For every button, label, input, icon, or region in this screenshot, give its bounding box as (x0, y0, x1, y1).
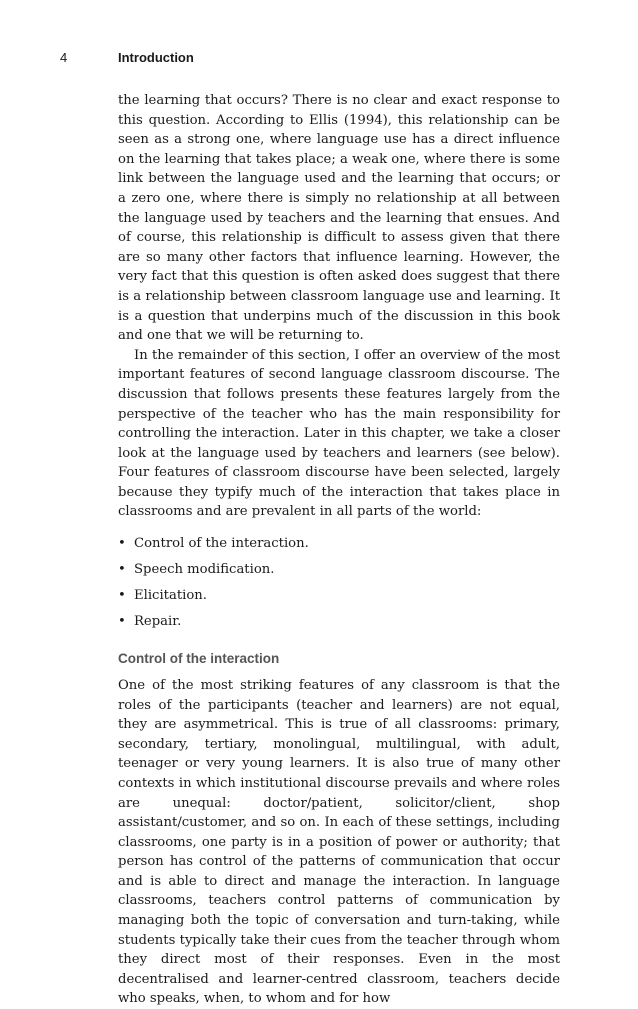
list-item-text: Elicitation. (134, 588, 207, 604)
section-heading: Control of the interaction (118, 650, 280, 666)
bullet-icon: • (118, 614, 126, 630)
page-body (118, 91, 560, 1009)
list-item (118, 534, 560, 554)
list-item (118, 560, 560, 580)
list-item-text: Control of the interaction. (134, 536, 309, 552)
page-header (0, 50, 638, 66)
paragraph-overview: In the remainder of this section, I offer an overview of the most important features of second language classroom discourse. The discussion that follows presents these features largely from the perspective of the teacher who has the main responsibility for controlling the interaction. Later in this chapter, we take a closer look at the language used by teachers and learners (see below). Four features of classroom discourse have been selected, largely because they typify much of the interaction that takes place in classrooms and are prevalent in all parts of the world: (118, 347, 560, 520)
bullet-icon: • (118, 588, 126, 604)
list-item (118, 586, 560, 606)
paragraph-control: One of the most striking features of any classroom is that the roles of the participants (teacher and learners) are not equal, they are asymmetrical. This is true of all classrooms: primary, secondary, tertiary, monolingual, multilingual, with adult, teenager or very young learners. It is also true of many other contexts in which institutional discourse prevails and where roles are unequal: doctor/patient, solicitor/client, shop assistant/customer, and so on. In each of these settings, including classrooms, one party is in a position of power or authority; that person has control of the patterns of communication that occur and is able to direct and manage the interaction. In language classrooms, teachers control patterns of communication by managing both the topic of conversation and turn-taking, while students typically take their cues from the teacher through whom they direct most of their responses. Even in the most decentralised and learner-centred classroom, teachers decide who speaks, when, to whom and for how (118, 677, 560, 1007)
list-item (118, 612, 560, 632)
bullet-icon: • (118, 562, 126, 578)
feature-list (118, 534, 560, 632)
list-item-text: Repair. (134, 614, 182, 630)
bullet-icon: • (118, 536, 126, 552)
running-head: Introduction (118, 50, 194, 65)
list-item-text: Speech modification. (134, 562, 275, 578)
paragraph-continued: the learning that occurs? There is no clear and exact response to this question. According to Ellis (1994), this relationship can be seen as a strong one, where language use has a direct influence on the learning that takes place; a weak one, where there is some link between the language used and the learning that occurs; or a zero one, where there is simply no relationship at all between the language used by teachers and the learning that ensues. And of course, this relationship is difficult to assess given that there are so many other factors that influence learning. However, the very fact that this question is often asked does suggest that there is a relationship between classroom language use and learning. It is a question that underpins much of the discussion in this book and one that we will be returning to. (118, 93, 560, 344)
page-number: 4 (60, 50, 68, 65)
